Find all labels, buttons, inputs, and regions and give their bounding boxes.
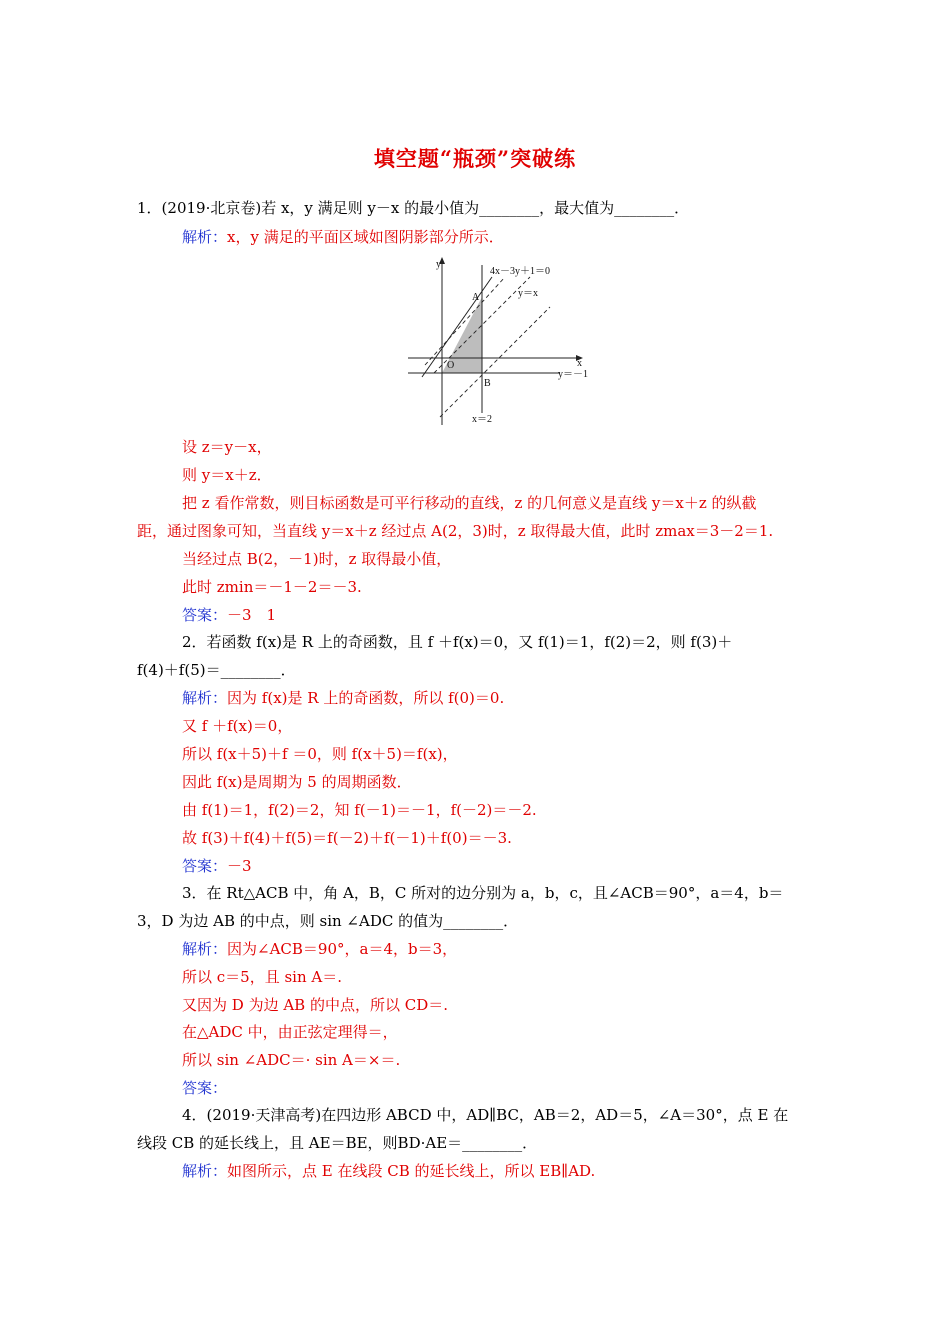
label-line2: y＝x	[518, 288, 538, 299]
problem-1-stem: 1．(2019·北京卷)若 x，y 满足则 y－x 的最小值为________，最大值为________．	[137, 199, 690, 217]
label-A: A	[472, 292, 480, 303]
solution-2-intro: 解析：因为 f(x)是 R 上的奇函数，所以 f(0)＝0.	[182, 689, 505, 707]
solution-2-line: 又 f ＋f(x)＝0，	[182, 717, 293, 735]
solution-1-line: 把 z 看作常数，则目标函数是可平行移动的直线，z 的几何意义是直线 y＝x＋z 的纵截	[182, 494, 757, 512]
solution-1-line: 当经过点 B(2，－1)时，z 取得最小值，	[182, 550, 452, 568]
answer-1: 答案：－3 1	[182, 606, 277, 624]
solution-2-line: 因此 f(x)是周期为 5 的周期函数．	[182, 773, 412, 791]
problem-3-stem: 3．在 Rt△ACB 中，角 A，B，C 所对的边分别为 a，b，c，且∠ACB＝90°，a＝4，b＝	[182, 884, 784, 902]
label-y: y	[436, 259, 441, 270]
problem-4-stem: 4．(2019·天津高考)在四边形 ABCD 中，AD∥BC，AB＝2，AD＝5，∠A＝30°，点 E 在	[182, 1106, 789, 1124]
problem-2-stem: f(4)＋f(5)＝________．	[137, 661, 296, 679]
solution-2-line: 由 f(1)＝1，f(2)＝2，知 f(－1)＝－1，f(－2)＝－2.	[182, 801, 537, 819]
answer-2: 答案：－3	[182, 857, 252, 875]
solution-1-line: 则 y＝x＋z．	[182, 466, 272, 484]
problem-4-stem: 线段 CB 的延长线上，且 AE＝BE，则BD·AE＝________．	[137, 1134, 538, 1152]
solution-1-intro: 解析：x，y 满足的平面区域如图阴影部分所示．	[182, 228, 504, 246]
solution-3-line: 又因为 D 为边 AB 的中点，所以 CD＝.	[182, 996, 448, 1014]
answer-3: 答案：	[182, 1079, 228, 1097]
solution-3-line: 所以 sin ∠ADC＝· sin A＝×＝.	[182, 1051, 401, 1069]
label-x: x	[577, 358, 582, 369]
label-line1: 4x－3y＋1＝0	[490, 266, 550, 277]
solution-2-line: 所以 f(x＋5)＋f ＝0，则 f(x＋5)＝f(x)，	[182, 745, 458, 763]
solution-3-intro: 解析：因为∠ACB＝90°，a＝4，b＝3，	[182, 940, 458, 958]
solution-2-line: 故 f(3)＋f(4)＋f(5)＝f(－2)＋f(－1)＋f(0)＝－3.	[182, 829, 512, 847]
feasible-region-figure	[400, 255, 595, 430]
solution-1-line: 距，通过图象可知，当直线 y＝x＋z 经过点 A(2，3)时，z 取得最大值，此时 zmax＝3－2＝1.	[137, 522, 774, 540]
solution-1-line: 设 z＝y－x，	[182, 438, 272, 456]
label-O: O	[447, 360, 455, 371]
problem-3-stem: 3，D 为边 AB 的中点，则 sin ∠ADC 的值为________．	[137, 912, 519, 930]
solution-3-line: 在△ADC 中，由正弦定理得＝，	[182, 1023, 398, 1041]
solution-1-line: 此时 zmin＝－1－2＝－3.	[182, 578, 362, 596]
page-title: 填空题“瓶颈”突破练	[373, 146, 577, 171]
solution-3-line: 所以 c＝5，且 sin A＝.	[182, 968, 343, 986]
label-line3: y＝－1	[558, 369, 588, 380]
solution-4-intro: 解析：如图所示，点 E 在线段 CB 的延长线上，所以 EB∥AD.	[182, 1162, 596, 1180]
label-B: B	[484, 378, 491, 389]
problem-2-stem: 2．若函数 f(x)是 R 上的奇函数，且 f ＋f(x)＝0，又 f(1)＝1，f(2)＝2，则 f(3)＋	[182, 633, 733, 651]
label-line4: x＝2	[472, 414, 492, 425]
